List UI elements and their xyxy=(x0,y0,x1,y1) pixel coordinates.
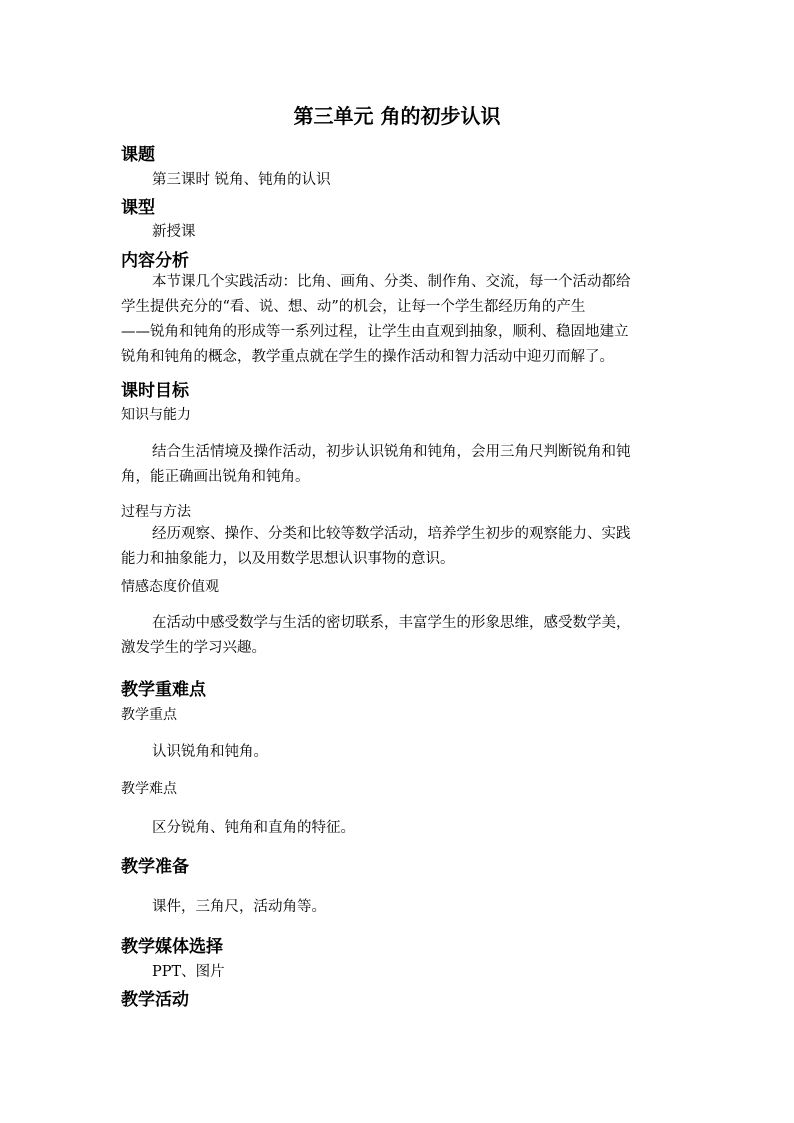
media-heading: 教学媒体选择 xyxy=(121,937,223,957)
attitude-paragraph xyxy=(121,611,677,661)
activities-heading: 教学活动 xyxy=(121,990,189,1010)
focus-heading: 教学重点 xyxy=(121,707,177,723)
process-paragraph xyxy=(121,522,677,572)
knowledge-paragraph xyxy=(121,440,677,490)
lesson-type-text: 新授课 xyxy=(152,224,196,240)
paragraph-line: 能力和抽象能力，以及用数学思想认识事物的意识。 xyxy=(121,551,455,567)
paragraph-line: 在活动中感受数学与生活的密切联系，丰富学生的形象思维，感受数学美， xyxy=(152,615,631,631)
objectives-heading: 课时目标 xyxy=(121,381,189,401)
paragraph-line: 经历观察、操作、分类和比较等数学活动，培养学生初步的观察能力、实践 xyxy=(152,526,631,542)
lesson-topic-text: 第三课时 锐角、钝角的认识 xyxy=(152,172,331,188)
preparation-text: 课件，三角尺，活动角等。 xyxy=(152,899,326,915)
paragraph-line: 学生提供充分的“看、说、想、动”的机会，让每一个学生都经历角的产生 xyxy=(121,299,586,315)
paragraph-line: 锐角和钝角的概念，教学重点就在学生的操作活动和智力活动中迎刃而解了。 xyxy=(121,349,614,365)
difficulty-text: 区分锐角、钝角和直角的特征。 xyxy=(152,820,355,836)
focus-text: 认识锐角和钝角。 xyxy=(152,744,268,760)
content-analysis-paragraph xyxy=(121,270,677,370)
lesson-type-heading: 课型 xyxy=(121,198,155,218)
difficulty-heading: 教学难点 xyxy=(121,781,177,797)
paragraph-line: 本节课几个实践活动：比角、画角、分类、制作角、交流，每一个活动都给 xyxy=(152,274,631,290)
content-analysis-heading: 内容分析 xyxy=(121,251,189,271)
knowledge-heading: 知识与能力 xyxy=(121,407,191,423)
media-text: PPT、图片 xyxy=(152,964,225,980)
lesson-topic-heading: 课题 xyxy=(121,145,155,165)
paragraph-line: 角，能正确画出锐角和钝角。 xyxy=(121,469,310,485)
paragraph-line: ——锐角和钝角的形成等一系列过程，让学生由直观到抽象，顺利、稳固地建立 xyxy=(121,324,629,340)
attitude-heading: 情感态度价值观 xyxy=(121,579,219,595)
paragraph-line: 激发学生的学习兴趣。 xyxy=(121,640,266,656)
paragraph-line: 结合生活情境及操作活动，初步认识锐角和钝角，会用三角尺判断锐角和钝 xyxy=(152,444,631,460)
key-points-heading: 教学重难点 xyxy=(121,680,206,700)
process-heading: 过程与方法 xyxy=(121,504,191,520)
page-title: 第三单元 角的初步认识 xyxy=(293,104,501,128)
preparation-heading: 教学准备 xyxy=(121,857,189,877)
